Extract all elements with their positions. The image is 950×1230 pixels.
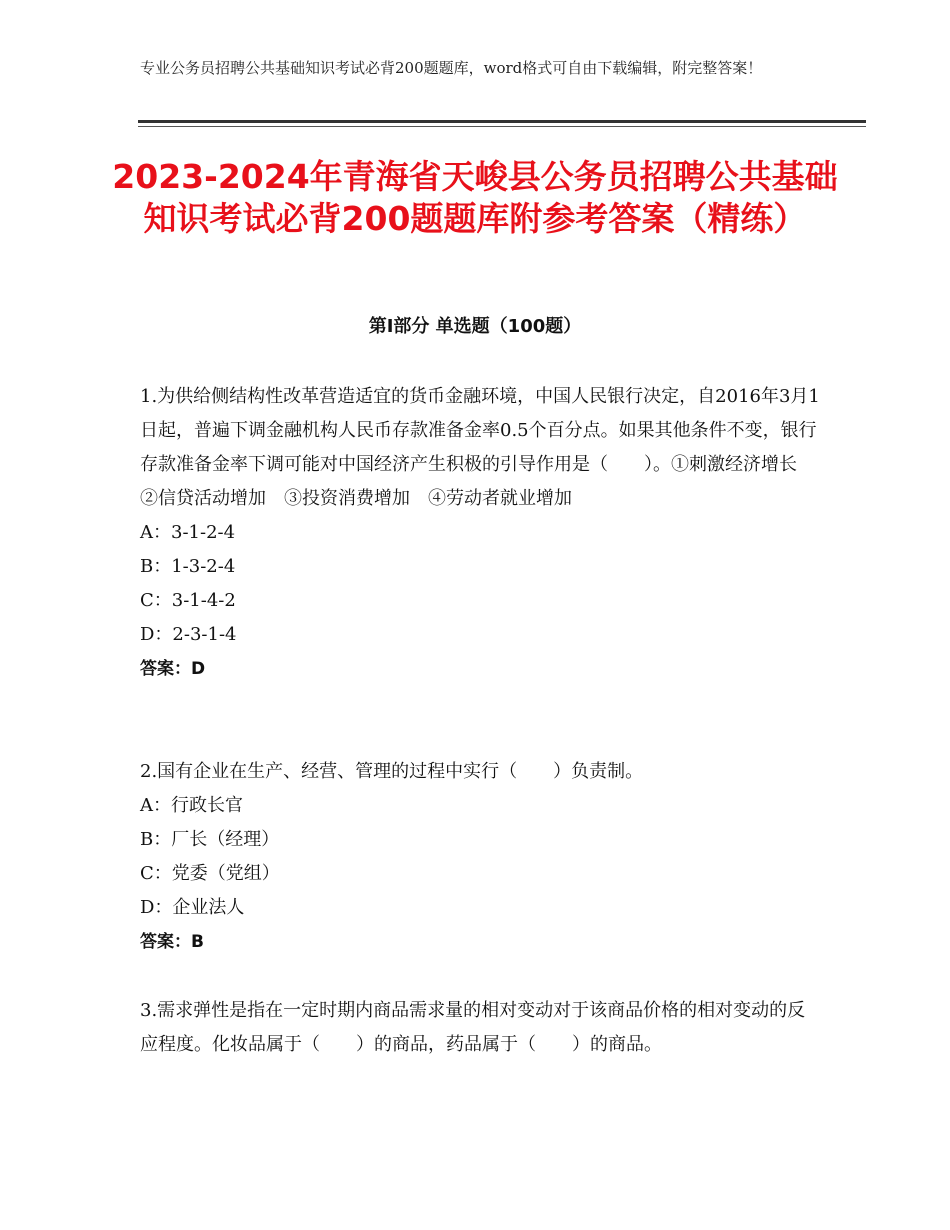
- document-title: 2023-2024年青海省天峻县公务员招聘公共基础知识考试必背200题题库附参考答案（精练）: [112, 157, 838, 238]
- header-rule-thick: [138, 120, 866, 123]
- question-stem: 2.国有企业在生产、经营、管理的过程中实行（ ）负责制。: [140, 761, 644, 782]
- option-a: A：3-1-2-4: [140, 522, 236, 543]
- option-b: B：厂长（经理）: [140, 829, 280, 850]
- question-1: [140, 380, 820, 686]
- answer: 答案：B: [140, 932, 204, 952]
- question-2: [140, 755, 820, 959]
- answer: 答案：D: [140, 659, 206, 679]
- question-stem: 1.为供给侧结构性改革营造适宜的货币金融环境，中国人民银行决定，自2016年3月1日起，普遍下调金融机构人民币存款准备金率0.5个百分点。如果其他条件不变，银行存款准备金率下调可能对中国经济产生积极的引导作用是（ ）。①刺激经济增长 ②信贷活动增加 ③投资消费增加 ④劳动者就业增加: [140, 386, 820, 509]
- section-title: 第Ⅰ部分 单选题（100题）: [368, 316, 582, 337]
- option-b: B：1-3-2-4: [140, 556, 236, 577]
- option-c: C：3-1-4-2: [140, 590, 236, 611]
- header-note: 专业公务员招聘公共基础知识考试必背200题题库，word格式可自由下载编辑，附完整答案！: [140, 59, 763, 77]
- question-stem: 3.需求弹性是指在一定时期内商品需求量的相对变动对于该商品价格的相对变动的反应程度。化妆品属于（ ）的商品，药品属于（ ）的商品。: [140, 1000, 806, 1055]
- option-d: D：2-3-1-4: [140, 624, 237, 645]
- option-c: C：党委（党组）: [140, 863, 280, 884]
- question-3: [140, 994, 820, 1062]
- option-a: A：行政长官: [140, 795, 243, 816]
- header-rule-thin: [138, 126, 866, 127]
- option-d: D：企业法人: [140, 897, 245, 918]
